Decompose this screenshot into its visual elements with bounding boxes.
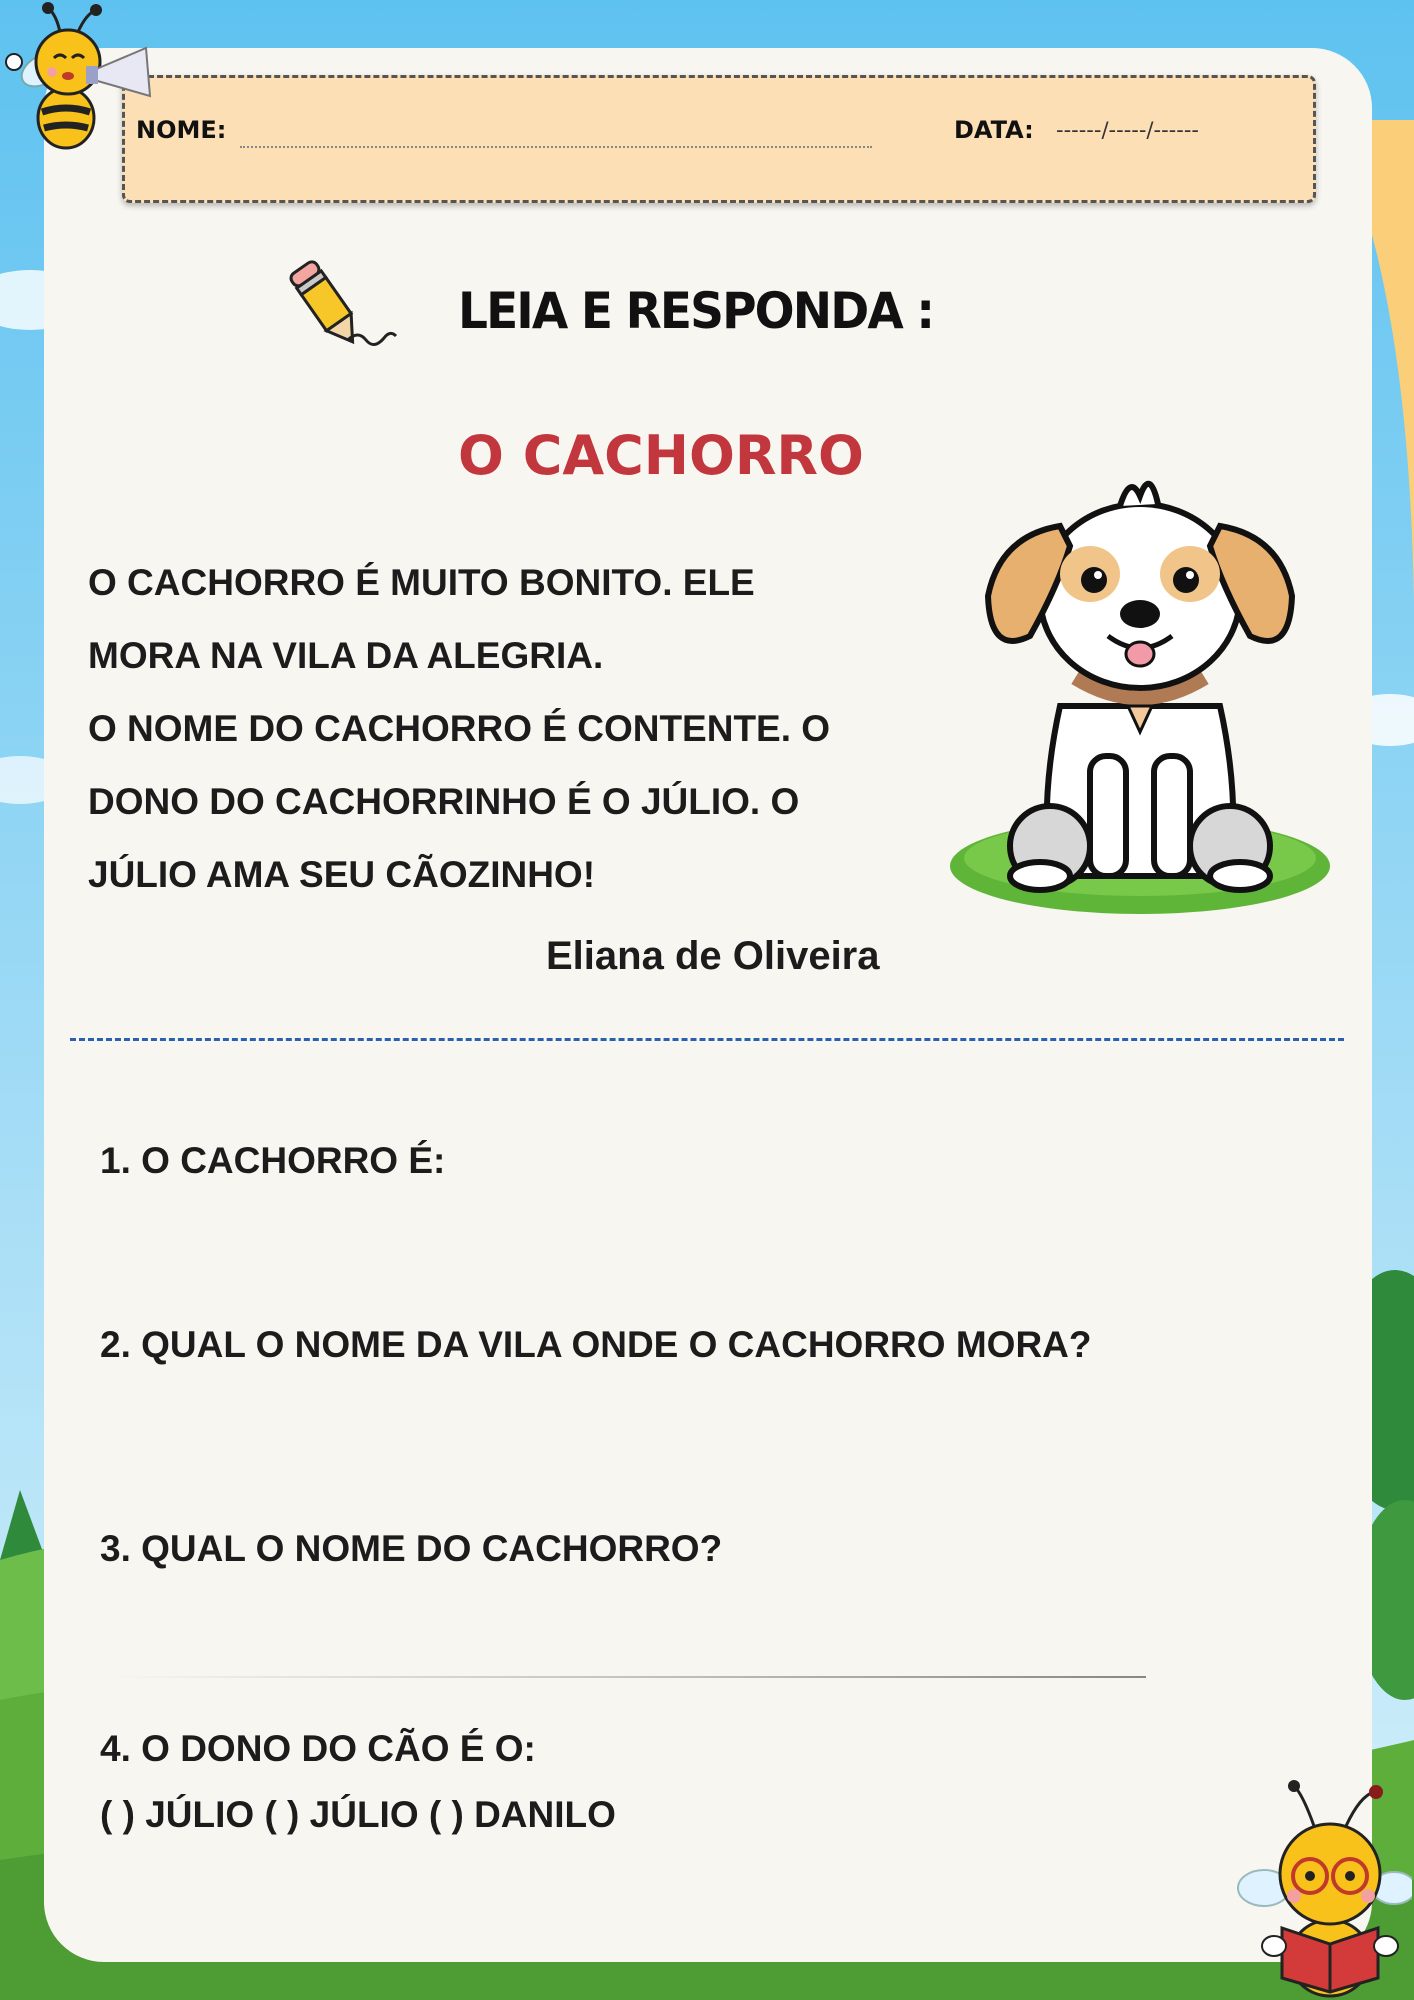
story-line: O NOME DO CACHORRO É CONTENTE. O [88,708,831,749]
author: Eliana de Oliveira [546,934,880,978]
section-divider [70,1038,1344,1041]
puppy-illustration [940,456,1340,926]
date-label: DATA: [954,116,1034,144]
answer-line[interactable] [110,1676,1146,1678]
question-4: 4. O DONO DO CÃO É O: [100,1728,536,1769]
answer-options[interactable]: ( ) JÚLIO ( ) JÚLIO ( ) DANILO [100,1794,616,1835]
question-3: 3. QUAL O NOME DO CACHORRO? [100,1528,723,1569]
story-line: MORA NA VILA DA ALEGRIA. [88,635,604,676]
pencil-icon [278,248,402,352]
bee-megaphone-icon [0,0,160,156]
date-field[interactable]: ------/-----/------ [1056,118,1199,142]
question-1: 1. O CACHORRO É: [100,1140,446,1181]
story-text [88,546,958,911]
story-line: JÚLIO AMA SEU CÃOZINHO! [88,854,596,895]
question-2: 2. QUAL O NOME DA VILA ONDE O CACHORRO MORA? [100,1324,1092,1365]
name-label: NOME: [136,116,227,144]
story-line: DONO DO CACHORRINHO É O JÚLIO. O [88,781,800,822]
story-line: O CACHORRO É MUITO BONITO. ELE [88,562,755,603]
page-title: LEIA E RESPONDA : [458,282,934,340]
story-title: O CACHORRO [458,424,864,487]
name-input-line[interactable] [240,146,872,148]
bee-reading-icon [1234,1778,1412,2000]
